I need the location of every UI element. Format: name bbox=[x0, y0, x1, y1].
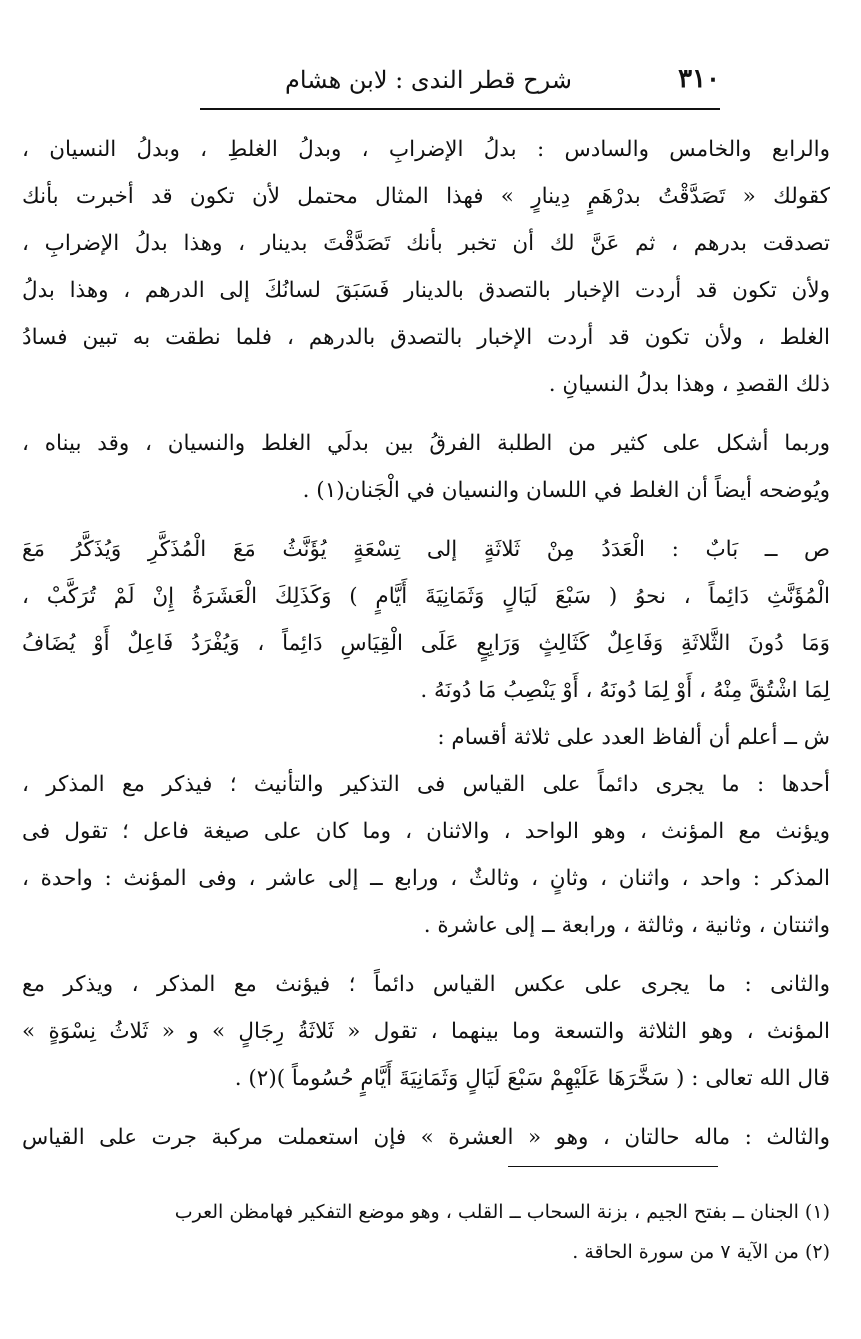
body-line: الغلط ، ولأن تكون قد أردت الإخبار بالتصدق بالدرهم ، فلما نطقت به تبين فسادُ bbox=[22, 325, 830, 350]
body-line: ويُوضحه أيضاً أن الغلط في اللسان والنسيان في الْجَنان(١) . bbox=[302, 478, 830, 503]
matn-line: لِمَا اشْتُقَّ مِنْهُ ، أَوْ لِمَا دُونَهُ ، أَوْ يَنْصِبُ مَا دُونَهُ . bbox=[420, 678, 830, 703]
matn-line: وَمَا دُونَ الثَّلاثَةِ وَفَاعِلٌ كَثَالِثٍ وَرَابِعٍ عَلَى الْقِيَاسِ دَائِماً ، وَيُفْرَدُ فَاعِلٌ أَوْ يُضَافُ bbox=[22, 631, 830, 656]
running-title: شرح قطر الندى : لابن هشام bbox=[285, 66, 572, 94]
body-line: ويؤنث مع المؤنث ، وهو الواحد ، والاثنان ، وما كان على صيغة فاعل ؛ تقول فى bbox=[22, 819, 830, 844]
footnote: (٢) من الآية ٧ من سورة الحاقة . bbox=[572, 1241, 830, 1263]
body-line: ش ــ أعلم أن ألفاظ العدد على ثلاثة أقسام : bbox=[437, 725, 830, 750]
body-line: ولأن تكون قد أردت الإخبار بالتصدق بالدينار فَسَبَقَ لسانُكَ إلى الدرهم ، وهذا بدلُ bbox=[22, 278, 830, 303]
body-line: أحدها : ما يجرى دائماً على القياس فى التذكير والتأنيث ؛ فيذكر مع المذكر ، bbox=[22, 772, 830, 797]
footnote-rule bbox=[508, 1166, 718, 1167]
page-header bbox=[200, 58, 720, 108]
page-number: ٣١٠ bbox=[678, 64, 720, 94]
body-line: والثانى : ما يجرى على عكس القياس دائماً ؛ فيؤنث مع المذكر ، ويذكر مع bbox=[22, 972, 830, 997]
body-line: وربما أشكل على كثير من الطلبة الفرقُ بين بدلَي الغلط والنسيان ، وقد بيناه ، bbox=[22, 431, 830, 456]
body-line: المؤنث ، وهو الثلاثة والتسعة وما بينهما ، تقول « ثَلاثَةُ رِجَالٍ » و « ثَلاثُ نِسْوَةٍ » bbox=[22, 1019, 830, 1044]
body-line: والثالث : ماله حالتان ، وهو « العشرة » فإن استعملت مركبة جرت على القياس bbox=[22, 1125, 830, 1150]
body-line: والرابع والخامس والسادس : بدلُ الإضرابِ ، وبدلُ الغلطِ ، وبدلُ النسيان ، bbox=[22, 137, 830, 162]
body-line: تصدقت بدرهم ، ثم عَنَّ لك أن تخبر بأنك تَصَدَّقْتَ بدينار ، وهذا بدلُ الإضرابِ ، bbox=[22, 231, 830, 256]
footnotes bbox=[22, 1192, 830, 1272]
matn-line: ص ــ بَابٌ : الْعَدَدُ مِنْ ثَلاثَةٍ إلى تِسْعَةٍ يُؤَنَّثُ مَعَ الْمُذَكَّرِ وَيُذَكَّرُ مَعَ bbox=[22, 537, 830, 562]
page-body bbox=[22, 126, 830, 1161]
header-rule bbox=[200, 108, 720, 110]
matn-line: الْمُؤَنَّثِ دَائِماً ، نحوُ ( سَبْعَ لَيَالٍ وَثَمَانِيَةَ أَيَّامٍ ) وَكَذَلِكَ الْعَشَرَةُ إِنْ لَمْ تُرَكَّبْ ، bbox=[22, 584, 830, 609]
footnote: (١) الجنان ــ بفتح الجيم ، بزنة السحاب ــ القلب ، وهو موضع التفكير فهامظن العرب bbox=[174, 1201, 830, 1223]
body-line: واثنتان ، وثانية ، وثالثة ، ورابعة ــ إلى عاشرة . bbox=[423, 913, 830, 938]
body-line: قال الله تعالى : ( سَخَّرَهَا عَلَيْهِمْ سَبْعَ لَيَالٍ وَثَمَانِيَةَ أَيَّامٍ حُسُوماً )(٢) . bbox=[234, 1066, 830, 1091]
body-line: المذكر : واحد ، واثنان ، وثانٍ ، وثالثٌ ، ورابع ــ إلى عاشر ، وفى المؤنث : واحدة ، bbox=[22, 866, 830, 891]
body-line: كقولك « تَصَدَّقْتُ بدرْهَمٍ دِينارٍ » فهذا المثال محتمل لأن تكون قد أخبرت بأنك bbox=[22, 184, 830, 209]
body-line: ذلك القصدِ ، وهذا بدلُ النسيانِ . bbox=[548, 372, 830, 397]
